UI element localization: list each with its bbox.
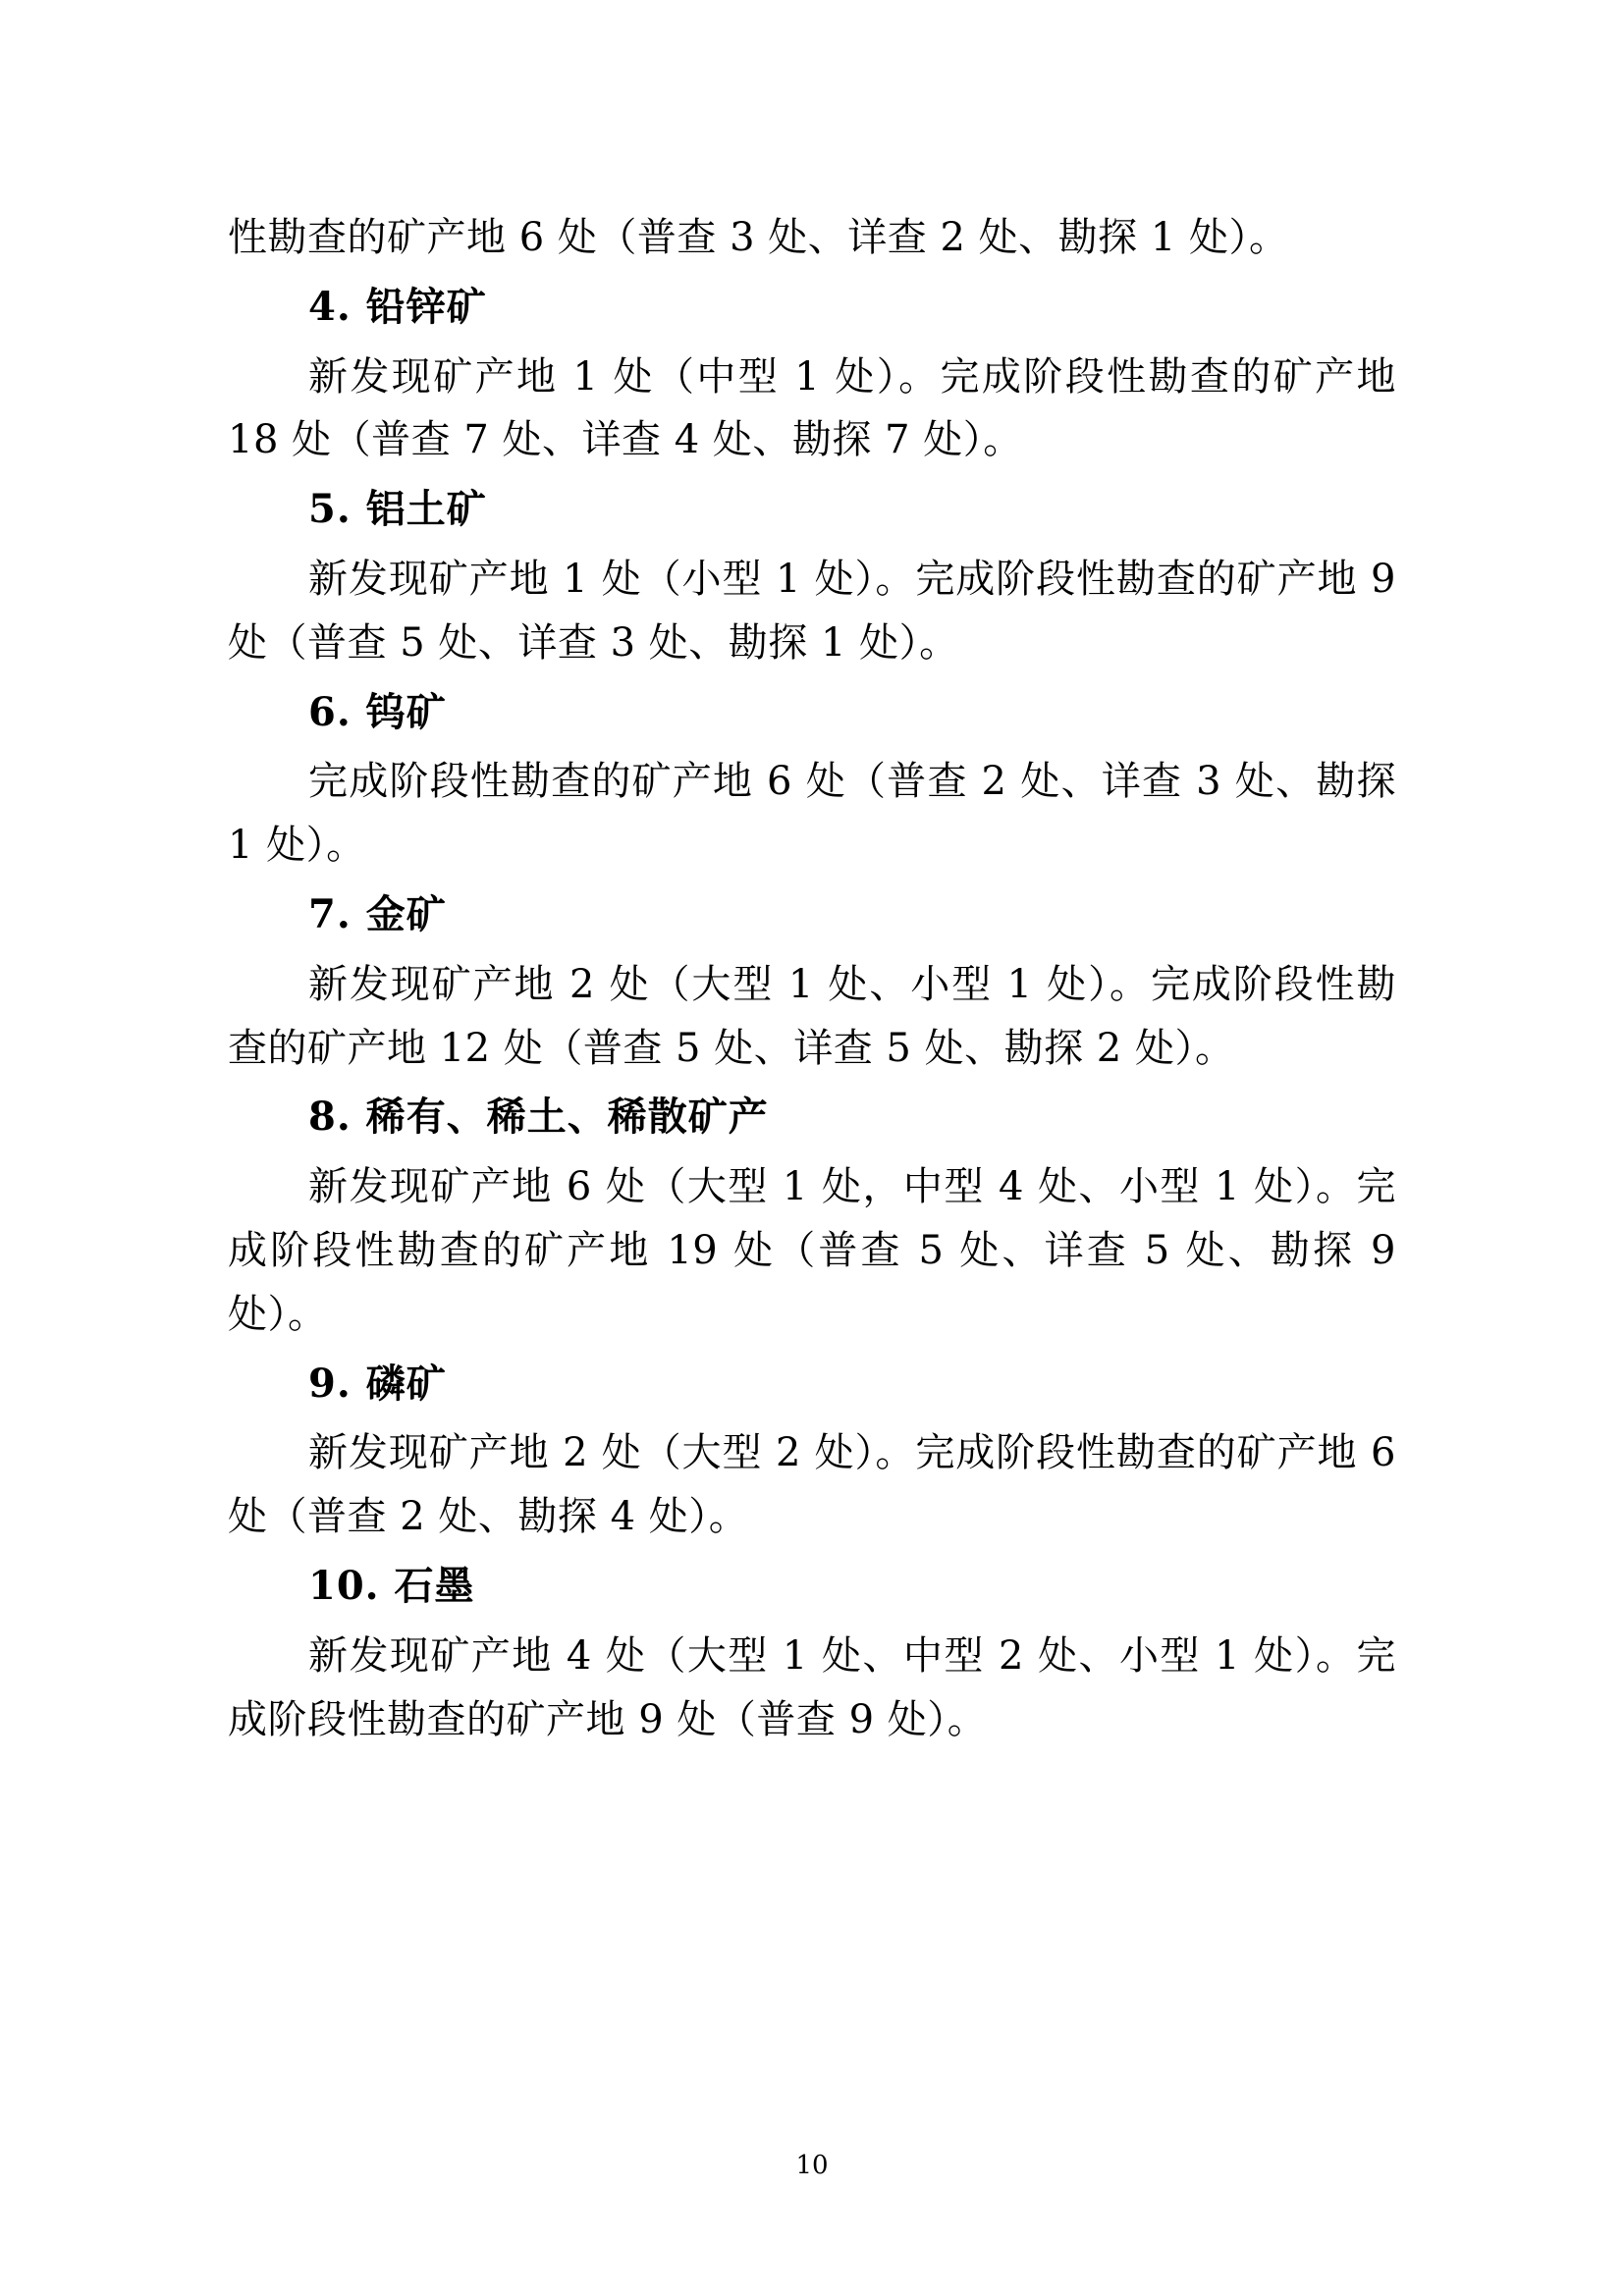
paragraph-5: 新发现矿产地 1 处（小型 1 处）。完成阶段性勘查的矿产地 9 处（普查 5 处、详查 3 处、勘探 1 处）。	[228, 556, 1396, 666]
section-title-6: 钨矿	[365, 688, 447, 735]
paragraph-7: 新发现矿产地 2 处（大型 1 处、小型 1 处）。完成阶段性勘查的矿产地 12 处（普查 5 处、详查 5 处、勘探 2 处）。	[228, 961, 1396, 1071]
section-title-8: 稀有、稀土、稀散矿产	[365, 1094, 769, 1141]
document-body	[228, 206, 1396, 1751]
section-heading-4	[228, 276, 1396, 340]
section-title-9: 磷矿	[365, 1360, 447, 1407]
paragraph-10: 新发现矿产地 4 处（大型 1 处、中型 2 处、小型 1 处）。完成阶段性勘查的矿产地 9 处（普查 9 处）。	[228, 1632, 1396, 1742]
section-number-6: 6.	[308, 688, 352, 735]
section-heading-5	[228, 478, 1396, 542]
section-heading-7	[228, 883, 1396, 947]
paragraph-continuation: 性勘查的矿产地 6 处（普查 3 处、详查 2 处、勘探 1 处）。	[228, 215, 1289, 260]
paragraph-8: 新发现矿产地 6 处（大型 1 处，中型 4 处、小型 1 处）。完成阶段性勘查的矿产地 19 处（普查 5 处、详查 5 处、勘探 9 处）。	[228, 1164, 1396, 1337]
section-heading-10	[228, 1555, 1396, 1619]
section-heading-9	[228, 1353, 1396, 1416]
section-number-4: 4.	[308, 283, 352, 330]
section-title-10: 石墨	[394, 1562, 475, 1609]
section-number-8: 8.	[308, 1094, 352, 1141]
paragraph-6: 完成阶段性勘查的矿产地 6 处（普查 2 处、详查 3 处、勘探 1 处）。	[228, 759, 1396, 869]
section-number-7: 7.	[308, 890, 352, 937]
section-title-4: 铅锌矿	[365, 283, 487, 330]
paragraph-9: 新发现矿产地 2 处（大型 2 处）。完成阶段性勘查的矿产地 6 处（普查 2 处、勘探 4 处）。	[228, 1430, 1396, 1540]
page-number: 10	[795, 2151, 829, 2180]
paragraph-4: 新发现矿产地 1 处（中型 1 处）。完成阶段性勘查的矿产地 18 处（普查 7 处、详查 4 处、勘探 7 处）。	[228, 353, 1396, 463]
section-title-7: 金矿	[365, 890, 447, 937]
section-heading-8	[228, 1086, 1396, 1149]
section-title-5: 铝土矿	[365, 486, 487, 533]
section-heading-6	[228, 681, 1396, 745]
section-number-10: 10.	[308, 1562, 380, 1609]
section-number-5: 5.	[308, 486, 352, 533]
section-number-9: 9.	[308, 1360, 352, 1407]
